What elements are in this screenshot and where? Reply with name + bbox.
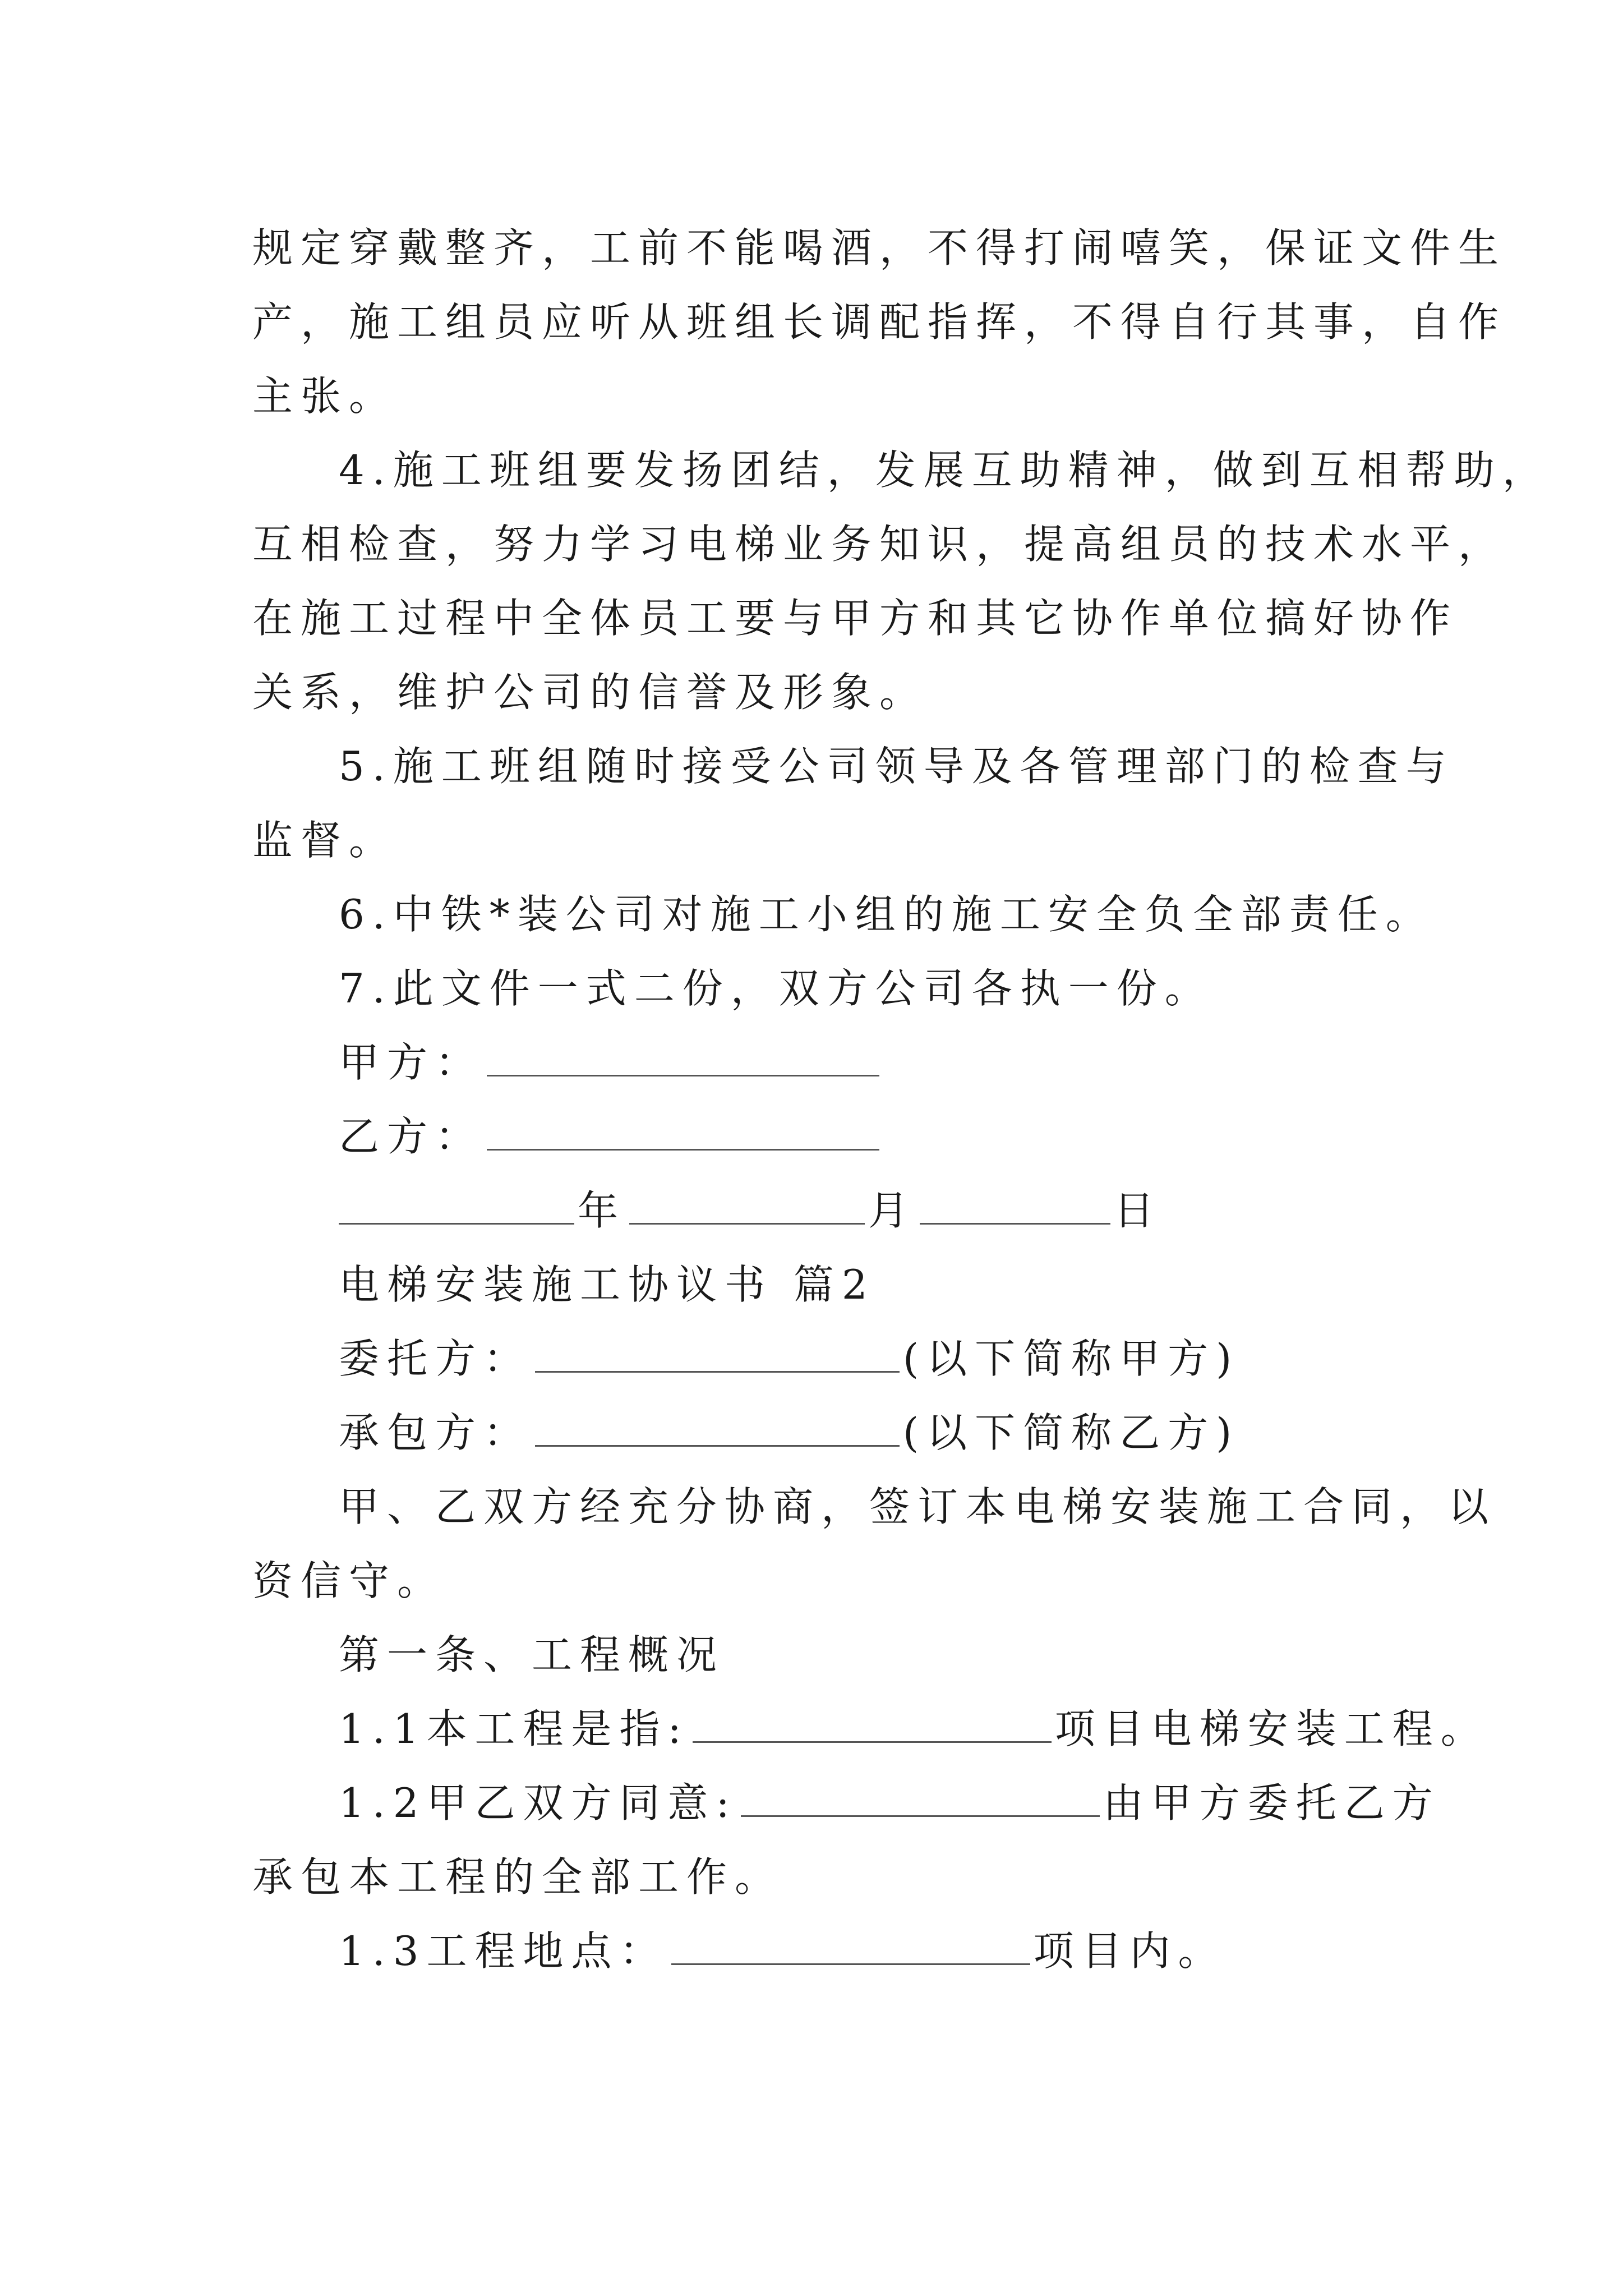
item-1-2-blank[interactable] <box>741 1776 1100 1817</box>
contractor-line <box>339 1405 1239 1461</box>
item-1-3 <box>339 1923 1227 1979</box>
client-label: 委托方： <box>339 1335 532 1382</box>
agreement-line-2: 资信守。 <box>252 1557 446 1604</box>
item-4-line-3: 在施工过程中全体员工要与甲方和其它协作单位搞好协作 <box>252 595 1459 642</box>
date-line <box>339 1182 1162 1239</box>
year-blank[interactable] <box>339 1184 574 1225</box>
item-1-3-blank[interactable] <box>671 1924 1030 1965</box>
item-1-3-prefix: 1.3工程地点： <box>339 1927 668 1975</box>
item-1-1-prefix: 1.1本工程是指: <box>339 1705 689 1752</box>
month-label: 月 <box>868 1187 917 1234</box>
item-7: 7.此文件一式二份，双方公司各执一份。 <box>339 965 1213 1012</box>
item-1-1-blank[interactable] <box>693 1702 1052 1743</box>
item-1-2-line-2: 承包本工程的全部工作。 <box>252 1853 783 1901</box>
client-blank[interactable] <box>535 1332 900 1373</box>
client-suffix: (以下简称甲方) <box>903 1335 1240 1382</box>
item-5-line-1: 5.施工班组随时接受公司领导及各管理部门的检查与 <box>339 743 1454 790</box>
agreement-line-1: 甲、乙双方经充分协商，签订本电梯安装施工合同，以 <box>339 1483 1497 1530</box>
party-b-blank[interactable] <box>487 1110 879 1151</box>
item-1-1-suffix: 项目电梯安装工程。 <box>1054 1705 1489 1752</box>
party-a-signature-line <box>339 1034 883 1091</box>
party-a-label: 甲方： <box>339 1039 484 1086</box>
item-6: 6.中铁*装公司对施工小组的施工安全负全部责任。 <box>339 891 1434 938</box>
item-4-line-4: 关系，维护公司的信誉及形象。 <box>252 669 928 716</box>
article-1-title: 第一条、工程概况 <box>339 1631 725 1678</box>
body-line-1: 规定穿戴整齐，工前不能喝酒，不得打闹嘻笑，保证文件生 <box>252 224 1507 272</box>
item-1-3-suffix: 项目内。 <box>1033 1927 1227 1975</box>
day-blank[interactable] <box>920 1184 1110 1225</box>
item-1-1 <box>339 1701 1489 1757</box>
section-title: 电梯安装施工协议书 篇2 <box>339 1261 875 1308</box>
item-1-2-prefix: 1.2甲乙双方同意: <box>339 1779 737 1826</box>
party-b-label: 乙方： <box>339 1113 484 1160</box>
body-line-2: 产，施工组员应听从班组长调配指挥，不得自行其事，自作 <box>252 298 1507 346</box>
contractor-blank[interactable] <box>535 1406 900 1447</box>
item-1-2 <box>339 1775 1441 1831</box>
item-4-line-2: 互相检查，努力学习电梯业务知识，提高组员的技术水平， <box>252 521 1507 568</box>
year-label: 年 <box>578 1187 626 1234</box>
body-line-3: 主张。 <box>252 372 398 420</box>
item-4-line-1: 4.施工班组要发扬团结，发展互助精神，做到互相帮助， <box>339 447 1551 494</box>
contractor-suffix: (以下简称乙方) <box>903 1409 1240 1456</box>
item-5-line-2: 监督。 <box>252 817 398 864</box>
day-label: 日 <box>1114 1187 1163 1234</box>
client-line <box>339 1331 1239 1387</box>
month-blank[interactable] <box>629 1184 865 1225</box>
item-1-2-suffix: 由甲方委托乙方 <box>1103 1779 1441 1826</box>
party-a-blank[interactable] <box>487 1036 879 1076</box>
contractor-label: 承包方： <box>339 1409 532 1456</box>
party-b-signature-line <box>339 1108 883 1165</box>
